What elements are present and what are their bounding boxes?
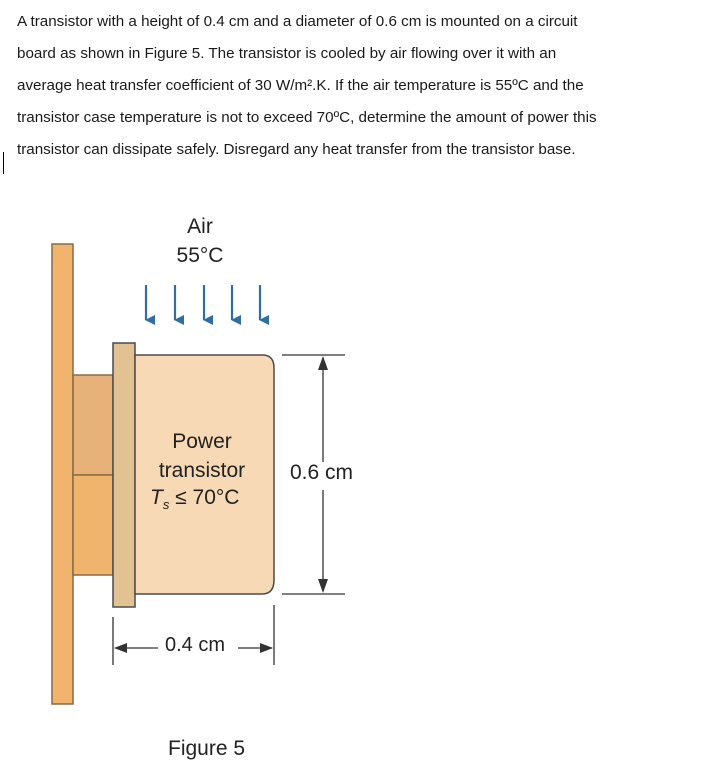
- diameter-label: 0.6 cm: [290, 461, 354, 484]
- airflow-arrows: [146, 285, 260, 320]
- problem-line-4: transistor case temperature is not to exceed 70ºC, determine the amount of power this: [17, 109, 597, 126]
- ts-symbol: T: [150, 486, 163, 509]
- transistor-label-line1: Power: [172, 430, 232, 453]
- air-title: Air: [187, 215, 213, 238]
- height-label: 0.4 cm: [162, 634, 228, 657]
- problem-line-3: average heat transfer coefficient of 30 W/m².K. If the air temperature is 55ºC and the: [17, 77, 584, 94]
- ts-condition: ≤ 70°C: [175, 486, 240, 509]
- figure-caption: Figure 5: [168, 737, 246, 760]
- problem-line-5: transistor can dissipate safely. Disregard any heat transfer from the transistor base.: [17, 141, 576, 158]
- mounting-block-upper: [73, 375, 113, 475]
- transistor-label: [134, 427, 270, 485]
- mounting-block-lower: [73, 475, 113, 575]
- surface-temperature-condition: [150, 486, 239, 512]
- air-temperature: 55°C: [176, 244, 224, 267]
- transistor-label-line2: transistor: [158, 459, 246, 482]
- ts-subscript: s: [162, 497, 170, 513]
- problem-line-2: board as shown in Figure 5. The transistor is cooled by air flowing over it with an: [17, 45, 557, 62]
- problem-line-1: A transistor with a height of 0.4 cm and a diameter of 0.6 cm is mounted on a circuit: [17, 13, 578, 30]
- transistor-base-plate: [113, 343, 135, 607]
- circuit-board: [52, 244, 73, 704]
- air-label: [150, 212, 250, 270]
